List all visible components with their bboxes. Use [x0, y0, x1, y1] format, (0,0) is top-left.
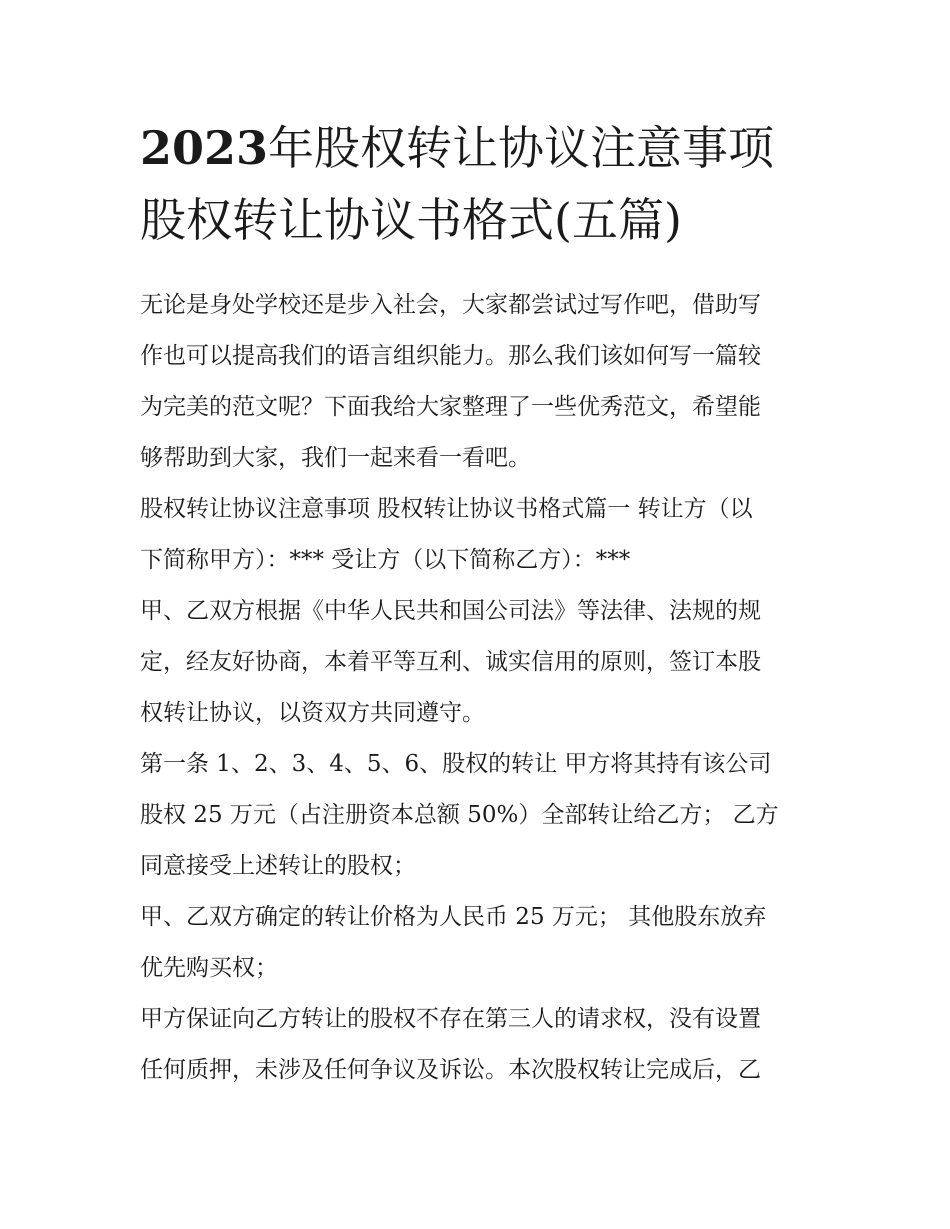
text-line: 无论是身处学校还是步入社会，大家都尝试过写作吧，借助写	[140, 292, 761, 318]
text-line: 股权转让协议注意事项 股权转让协议书格式篇一 转让方（以	[140, 496, 753, 522]
text-line: 够帮助到大家，我们一起来看一看吧。	[140, 445, 531, 471]
text-line: 权转让协议，以资双方共同遵守。	[140, 700, 485, 726]
text-line: 下简称甲方）：*** 受让方（以下简称乙方）：***	[140, 547, 631, 573]
paragraph-article-1	[140, 739, 820, 892]
document-title	[140, 112, 820, 256]
paragraph-warranty	[140, 994, 820, 1096]
text-line: 作也可以提高我们的语言组织能力。那么我们该如何写一篇较	[140, 343, 761, 369]
title-line-1	[140, 112, 820, 184]
paragraph-parties	[140, 484, 820, 586]
paragraph-preamble	[140, 586, 820, 739]
document-body	[140, 280, 820, 1096]
text-line: 同意接受上述转让的股权；	[140, 853, 416, 879]
text-line: 甲、乙双方根据《中华人民共和国公司法》等法律、法规的规	[140, 598, 761, 624]
text-line: 甲方保证向乙方转让的股权不存在第三人的请求权，没有设置	[140, 1006, 761, 1032]
paragraph-price	[140, 892, 820, 994]
title-line-1-text: 年股权转让协议注意事项	[268, 121, 775, 175]
text-line: 股权 25 万元（占注册资本总额 50%）全部转让给乙方； 乙方	[140, 802, 779, 828]
title-line-2: 股权转让协议书格式(五篇)	[140, 193, 682, 247]
text-line: 任何质押，未涉及任何争议及诉讼。本次股权转让完成后，乙	[140, 1057, 761, 1083]
text-line: 为完美的范文呢？下面我给大家整理了一些优秀范文，希望能	[140, 394, 761, 420]
text-line: 优先购买权；	[140, 955, 278, 981]
title-year: 2023	[140, 121, 269, 175]
text-line: 第一条 1、2、3、4、5、6、股权的转让 甲方将其持有该公司	[140, 751, 772, 777]
paragraph-intro	[140, 280, 820, 484]
text-line: 定，经友好协商，本着平等互利、诚实信用的原则，签订本股	[140, 649, 761, 675]
text-line: 甲、乙双方确定的转让价格为人民币 25 万元； 其他股东放弃	[140, 904, 767, 930]
